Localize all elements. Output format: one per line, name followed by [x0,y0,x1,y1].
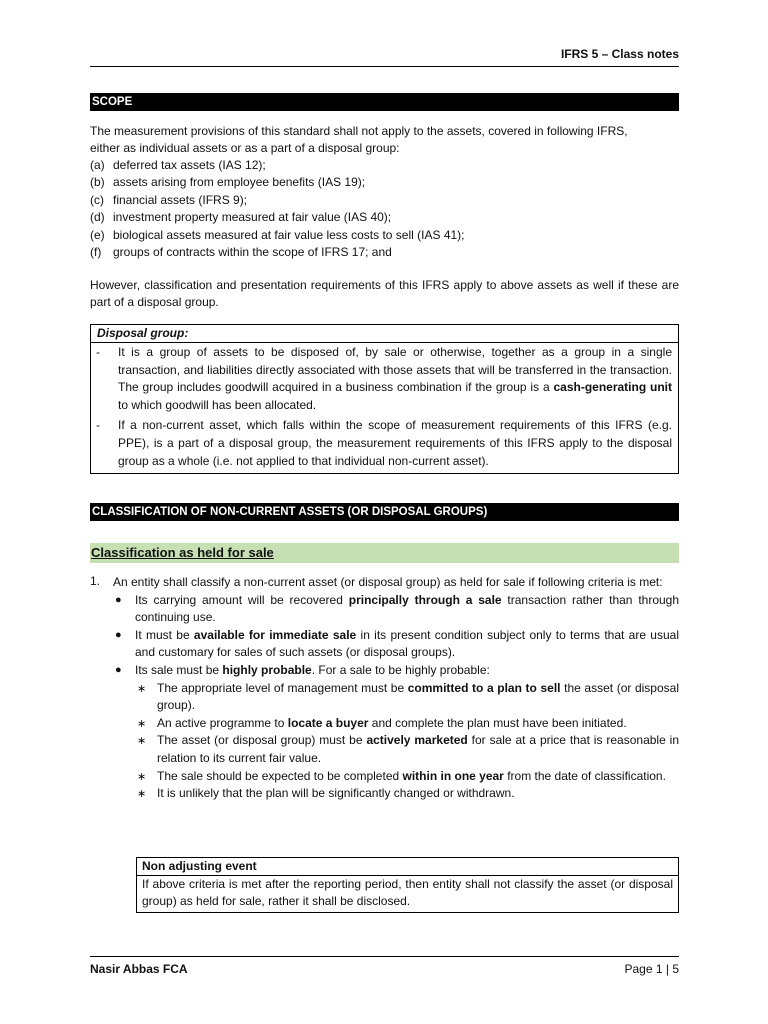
bullet-text-end: transaction rather than through continuing use. [135,592,680,625]
non-adjusting-title: Non adjusting event [137,858,678,876]
criteria-bullet [113,662,679,680]
bullet-text-end: in its present condition subject only to terms that are usual and customary for sales of such assets (or disposal groups). [135,627,679,660]
sub-bold: locate a buyer [287,715,369,730]
bullet-bold: principally through a sale [348,592,502,607]
asterisk-icon: ∗ [137,682,147,695]
sub-criteria-item [135,732,679,767]
list-item-text: assets arising from employee benefits (IAS 19); [113,175,366,190]
sub-criteria-item [135,768,679,786]
asterisk-icon: ∗ [137,735,147,748]
sub-text-end: the asset (or disposal group). [157,680,679,713]
non-adjusting-body: If above criteria is met after the reporting period, then entity shall not classify the asset (or disposal group) as held for sale, rather it shall be disclosed. [142,877,673,909]
list-item-label: (b) [90,175,105,190]
asterisk-icon: ∗ [137,770,147,783]
scope-exclusion-list [90,157,679,261]
criteria-bullet [113,627,679,662]
sub-text: The appropriate level of management must be [157,680,408,695]
list-item-label: (e) [90,227,105,242]
footer-rule [90,956,679,957]
highly-probable-sublist [135,680,679,803]
disposal-item2-text: If a non-current asset, which falls within the scope of measurement requirements of this IFRS (e.g. PPE), is a part of a disposal group, the measurement requirements of this IFRS apply to the disposal group as a whole (i.e. not applied to that individual non-current asset). [118,418,672,468]
sub-bold: committed to a plan to sell [407,680,561,695]
dash-marker: - [96,345,100,359]
list-item-text: groups of contracts within the scope of IFRS 17; and [113,245,392,260]
list-item [90,227,679,244]
page-header-title: IFRS 5 – Class notes [560,47,679,61]
sub-text-end: and complete the plan must have been initiated. [368,715,627,730]
footer-page-number: Page 1 | 5 [624,962,679,976]
sub-criteria-item [135,715,679,733]
disposal-item1-text-end: to which goodwill has been allocated. [118,397,317,412]
classification-heading: CLASSIFICATION OF NON-CURRENT ASSETS (OR DISPOSAL GROUPS) [90,503,679,521]
sub-bold: within in one year [402,768,504,783]
sub-text-end: for sale at a price that is reasonable in relation to its current fair value. [157,733,680,765]
disposal-group-item [91,417,678,470]
scope-heading: SCOPE [90,93,679,111]
list-item-text: financial assets (IFRS 9); [113,192,248,207]
point1-text: An entity shall classify a non-current asset (or disposal group) as held for sale if following criteria is met: [113,575,663,589]
list-item-text: deferred tax assets (IAS 12); [113,158,266,172]
sub-text: An active programme to [157,715,288,730]
bullet-bold: available for immediate sale [193,627,357,642]
list-item-text: investment property measured at fair value (IAS 40); [113,210,392,225]
sub-text: The asset (or disposal group) must be [157,733,367,748]
criteria-bullet [113,592,679,627]
bullet-text: Its carrying amount will be recovered [135,592,349,607]
asterisk-icon: ∗ [137,717,147,730]
list-item-text: biological assets measured at fair value less costs to sell (IAS 41); [113,227,465,242]
bullet-icon: ● [115,663,122,676]
list-item [90,192,679,209]
list-item [90,157,679,174]
criteria-point-1 [90,574,679,803]
disposal-item1-bold: cash-generating unit [553,380,672,395]
disposal-item1-text: It is a group of assets to be disposed of, by sale or otherwise, together as a group in a single transaction, and liabilities directly associated with those assets that will be transferred in the transaction. The group includes goodwill acquired in a business combination if the group is a [118,345,672,395]
sub-text: The sale should be expected to be completed [157,768,403,783]
disposal-group-box [90,324,679,474]
asterisk-icon: ∗ [137,788,147,801]
sub-criteria-item [135,785,679,803]
disposal-group-item [91,344,678,414]
scope-intro-line2: either as individual assets or as a part of a disposal group: [90,141,400,156]
list-item [90,209,679,226]
sub-text: It is unlikely that the plan will be significantly changed or withdrawn. [157,786,515,801]
bullet-icon: ● [115,593,122,606]
scope-intro [90,123,679,158]
sub-text-end: from the date of classification. [503,768,666,783]
dash-marker: - [96,418,100,433]
point-number: 1. [90,574,101,588]
list-item-label: (a) [90,158,105,172]
disposal-group-title: Disposal group: [91,325,678,343]
list-item [90,244,679,261]
bullet-bold: highly probable [222,662,312,677]
list-item-label: (d) [90,210,105,225]
bullet-text-end: . For a sale to be highly probable: [311,662,490,677]
list-item-label: (c) [90,192,104,207]
sub-criteria-item [135,680,679,715]
sub-bold: actively marketed [366,733,468,748]
list-item-label: (f) [90,245,102,260]
bullet-text: It must be [135,627,194,642]
footer-author: Nasir Abbas FCA [90,962,188,976]
list-item [90,174,679,191]
scope-intro-line1: The measurement provisions of this standard shall not apply to the assets, covered in following IFRS, [90,124,628,138]
scope-however-paragraph: However, classification and presentation requirements of this IFRS apply to above assets as well if these are part of a disposal group. [90,278,679,310]
bullet-icon: ● [115,628,122,641]
non-adjusting-event-box [136,857,679,913]
classification-subheading [90,543,679,563]
bullet-text: Its sale must be [135,662,223,677]
classification-subheading-text: Classification as held for sale [91,545,274,560]
header-rule [90,66,679,67]
